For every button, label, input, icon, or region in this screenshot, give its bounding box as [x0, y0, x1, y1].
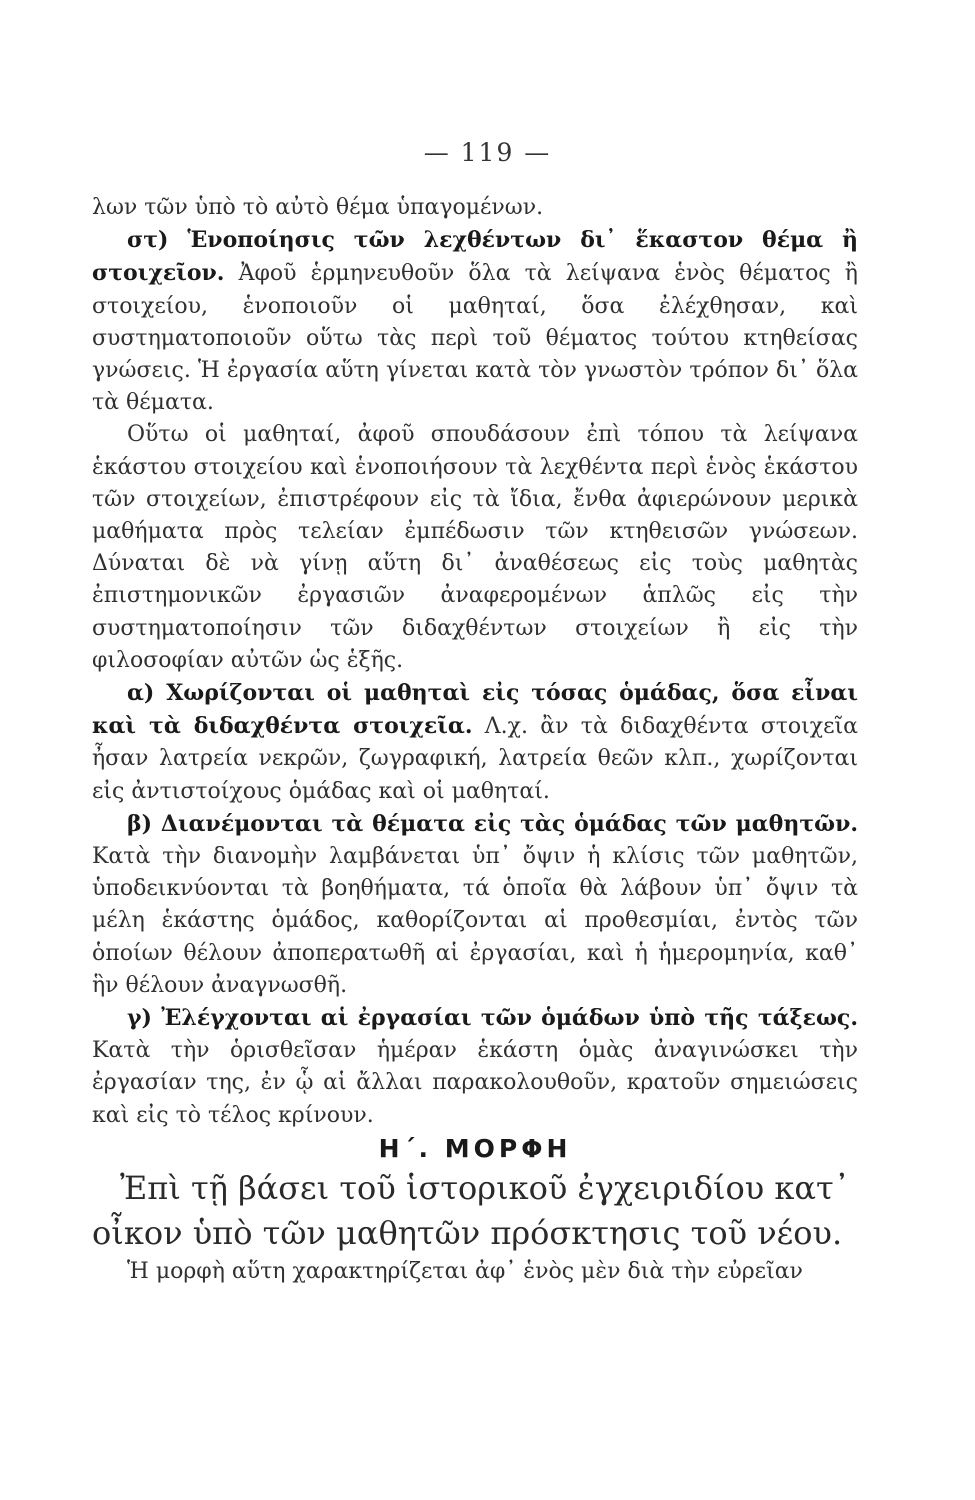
paragraph-distribution: [92, 808, 858, 1002]
item-title-b: β) Διανέμονται τὰ θέματα εἰς τὰς ὁμάδας τῶν μαθητῶν.: [127, 810, 858, 837]
section-subtitle: Ἐπὶ τῇ βάσει τοῦ ἱστορικοῦ ἐγχειριδίου κατ᾿ οἶκον ὑπὸ τῶν μαθητῶν πρόσκτησις τοῦ νέου.: [92, 1168, 850, 1252]
section-text-unification: Ἀφοῦ ἑρμηνευθοῦν ὅλα τὰ λείψανα ἑνὸς θέματος ἢ στοιχείου, ἑνοποιοῦν οἱ μαθηταί, ὅσα ἐλέχθησαν, καὶ συστηματοποιοῦν οὕτω τὰς περὶ τοῦ θέματος τούτου κτηθείσας γνώσεις. Ἡ ἐργασία αὕτη γίνεται κατὰ τὸν γνωστὸν τρόπον δι᾿ ὅλα τὰ θέματα.: [92, 261, 858, 416]
section-heading: Η΄. ΜΟΡΦΗ: [378, 1133, 572, 1163]
paragraph-groups: [92, 677, 858, 808]
paragraph-unification: [92, 224, 858, 419]
paragraph-continuation: λων τῶν ὑπὸ τὸ αὐτὸ θέμα ὑπαγομένων.: [92, 195, 544, 220]
item-title-a: α) Χωρίζονται οἱ μαθηταὶ εἰς τόσας ὁμάδας, ὅσα εἶναι καὶ τὰ διδαχθέντα στοιχεῖα.: [92, 680, 858, 740]
section-title-unification: στ) Ἑνοποίησις τῶν λεχθέντων δι᾿ ἕκαστον θέμα ἢ στοιχεῖον.: [92, 227, 858, 287]
page-body: [92, 192, 858, 1288]
item-text-b: Κατὰ τὴν διανομὴν λαμβάνεται ὑπ᾿ ὄψιν ἡ κλίσις τῶν μαθητῶν, ὑποδεικνύονται τὰ βοηθήματα, τά ὁποῖα θὰ λάβουν ὑπ᾿ ὄψιν τὰ μέλη ἑκάστης ὁμάδος, καθορίζονται αἱ προθεσμίαι, ἐντὸς τῶν ὁποίων θέλουν ἀποπερατωθῆ αἱ ἐργασίαι, καὶ ἡ ἡμερομηνία, καθ᾿ ἣν θέλουν ἀναγνωσθῆ.: [92, 844, 858, 998]
item-text-a: Λ.χ. ἂν τὰ διδαχθέντα στοιχεῖα ἦσαν λατρεία νεκρῶν, ζωγραφική, λατρεία θεῶν κλπ., χωρίζονται εἰς ἀντιστοίχους ὁμάδας καὶ οἱ μαθηταί.: [92, 714, 858, 804]
item-text-c: Κατὰ τὴν ὁρισθεῖσαν ἡμέραν ἑκάστη ὁμὰς ἀναγινώσκει τὴν ἐργασίαν της, ἐν ᾧ αἱ ἄλλαι παρακολουθοῦν, κρατοῦν σημειώσεις καὶ εἰς τὸ τέλος κρίνουν.: [92, 1038, 858, 1128]
paragraph-control: [92, 1002, 858, 1132]
item-title-c: γ) Ἐλέγχονται αἱ ἐργασίαι τῶν ὁμάδων ὑπὸ τῆς τάξεως.: [127, 1005, 858, 1032]
page-number: — 119 —: [423, 138, 552, 167]
paragraph-summary: Οὕτω οἱ μαθηταί, ἀφοῦ σπουδάσουν ἐπὶ τόπου τὰ λείψανα ἑκάστου στοιχείου καὶ ἑνοποιήσουν τὰ λεχθέντα περὶ ἑνὸς ἑκάστου τῶν στοιχείων, ἐπιστρέφουν εἰς τὰ ἴδια, ἔνθα ἀφιερώνουν μερικὰ μαθήματα πρὸς τελείαν ἐμπέδωσιν τῶν κτηθεισῶν γνώσεων. Δύναται δὲ νὰ γίνῃ αὕτη δι᾿ ἀναθέσεως εἰς τοὺς μαθητὰς ἐπιστημονικῶν ἐργασιῶν ἀναφερομένων ἁπλῶς εἰς τὴν συστηματοποίησιν τῶν διδαχθέντων στοιχείων ἢ εἰς τὴν φιλοσοφίαν αὐτῶν ὡς ἑξῆς.: [92, 422, 858, 673]
paragraph-form-description: Ἡ μορφὴ αὕτη χαρακτηρίζεται ἀφ᾿ ἑνὸς μὲν διὰ τὴν εὐρεῖαν: [127, 1258, 803, 1284]
